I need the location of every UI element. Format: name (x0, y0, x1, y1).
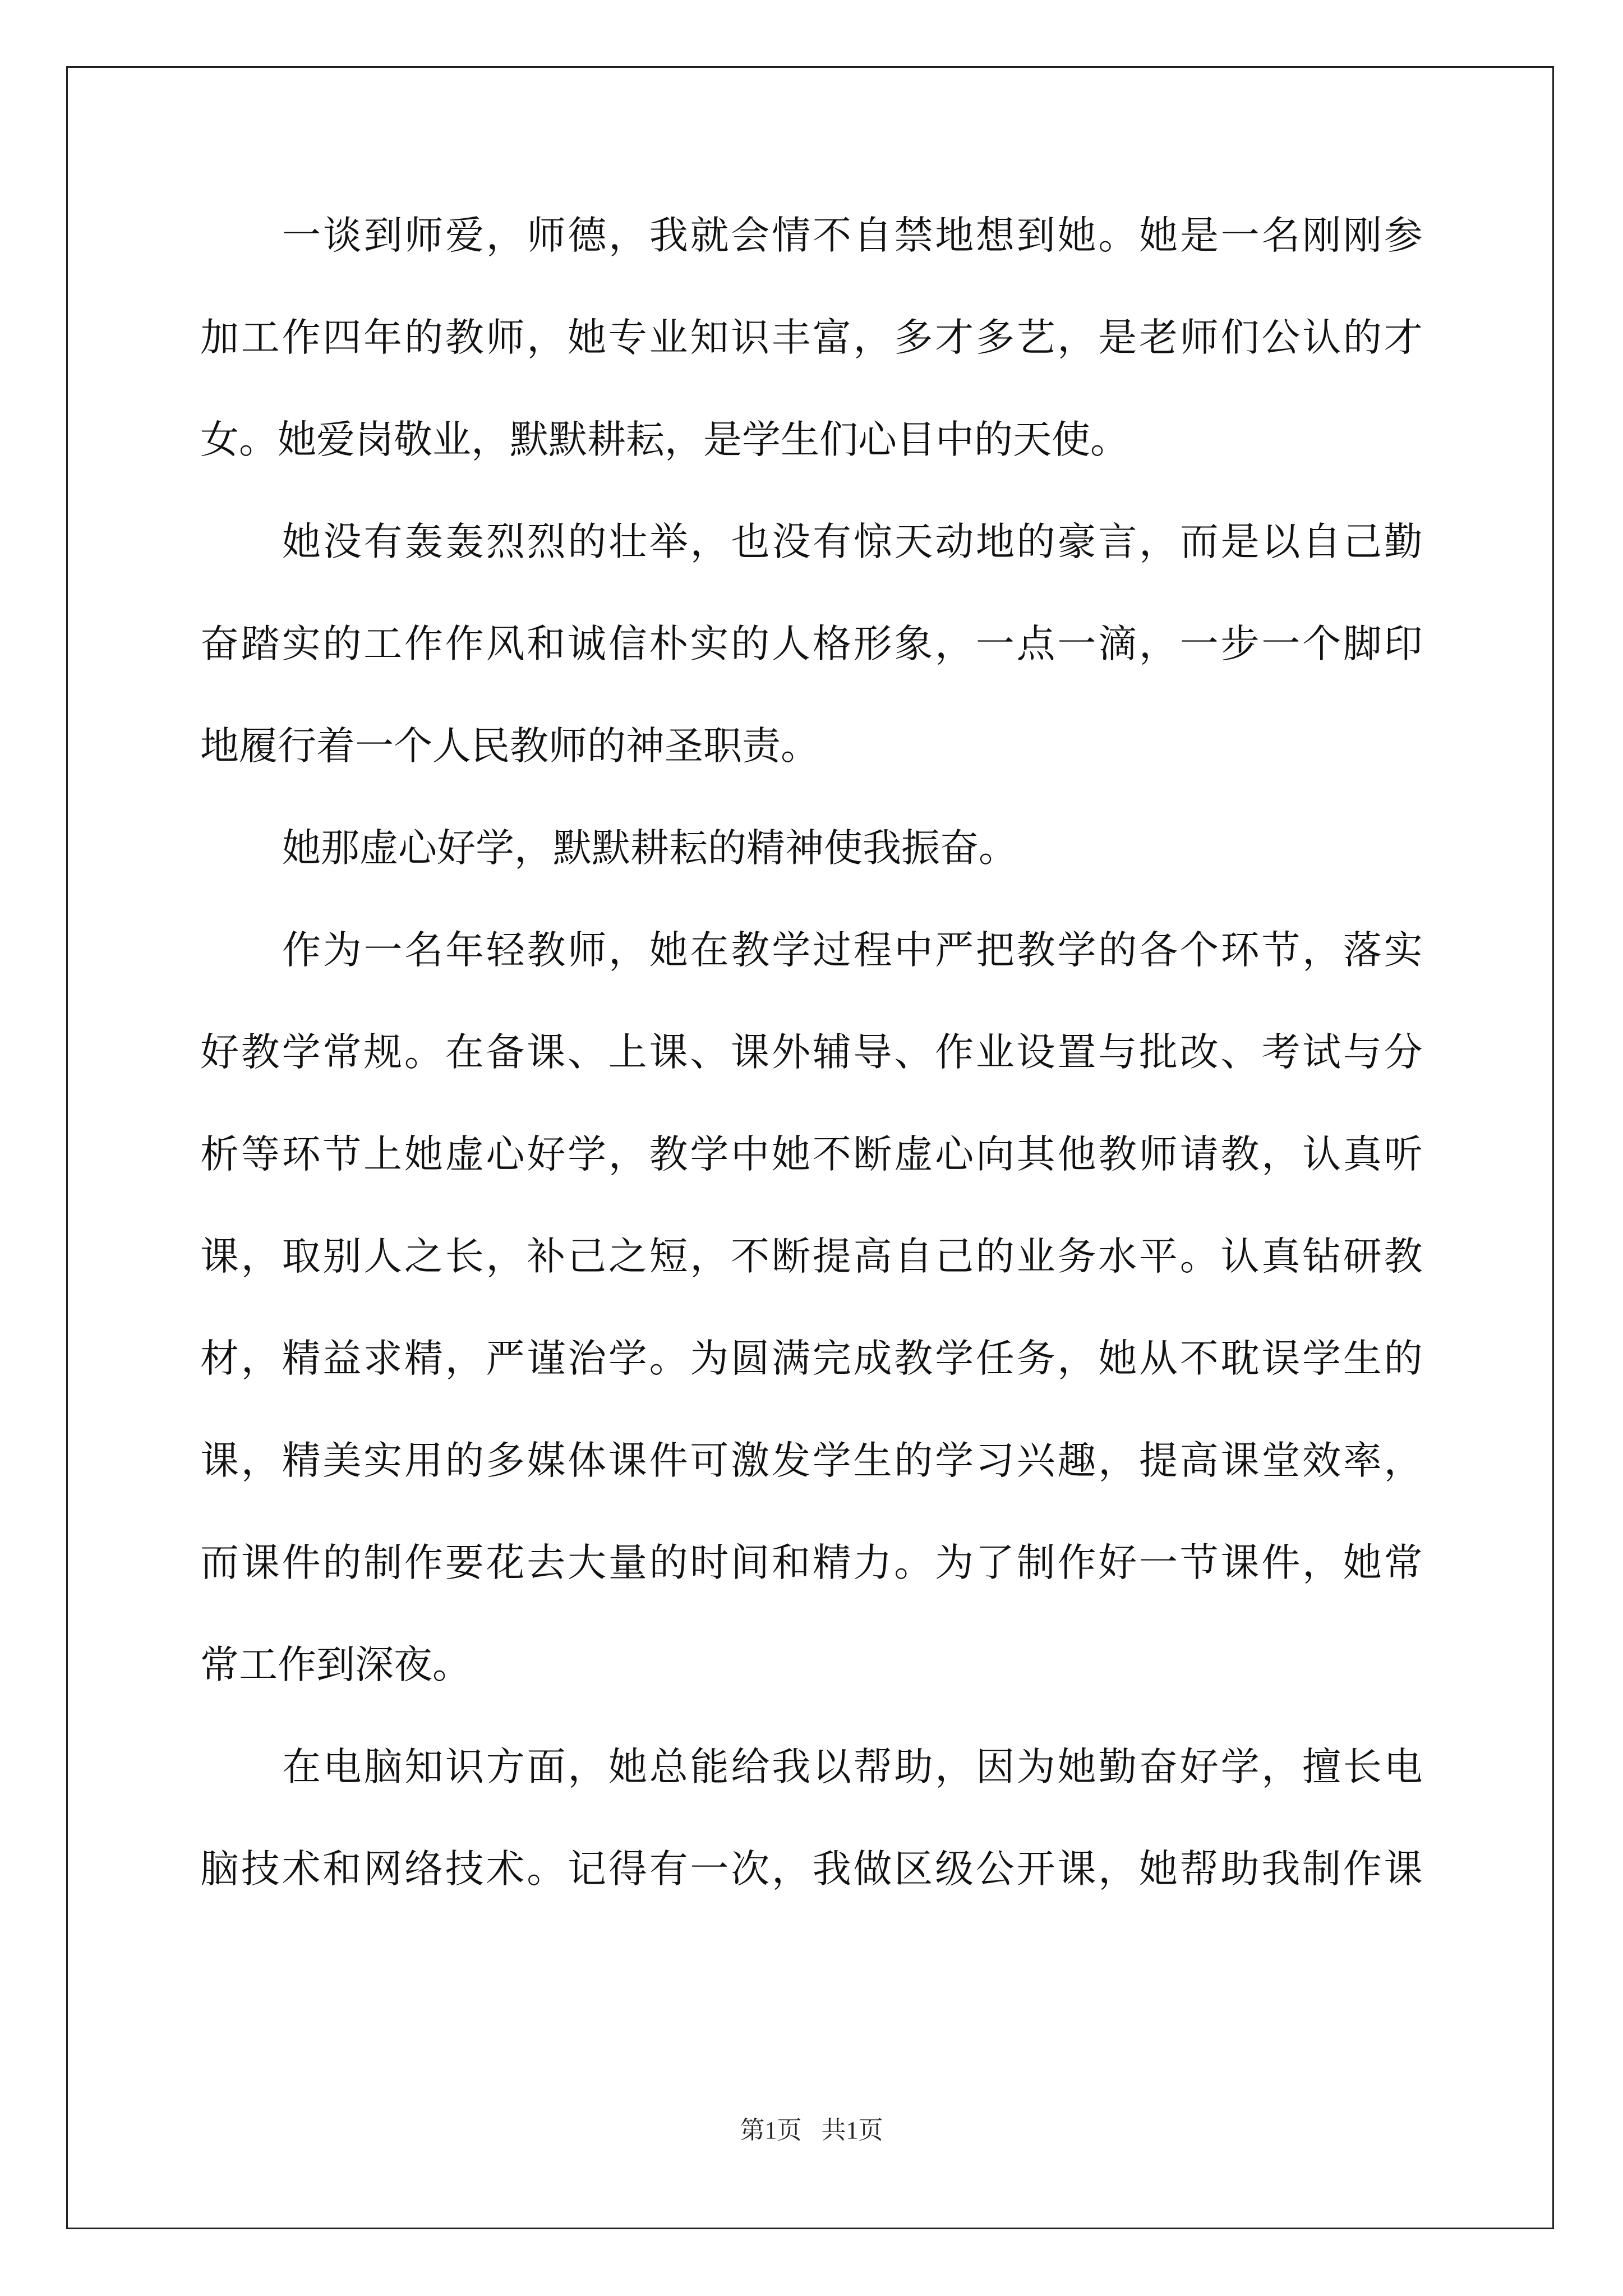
paragraph-5-line-1: 在 电 脑 知 识 方 面 ， 她 总 能 给 我 以 帮 助 ， 因 为 她 勤 奋 好 学 ， 擅 长 电 (282, 1745, 1423, 1789)
paragraph-5-line-2: 脑 技 术 和 网 络 技 术 。 记 得 有 一 次 ， 我 做 区 级 公 开 课 ， 她 帮 助 我 制 作 课 (200, 1847, 1423, 1892)
paragraph-4-line-5: 材 ， 精 益 求 精 ， 严 谨 治 学 。 为 圆 满 完 成 教 学 任 务 ， 她 从 不 耽 误 学 生 的 (200, 1336, 1423, 1381)
paragraph-4-line-8: 常工作到深夜。 (200, 1642, 471, 1687)
paragraph-3-line-1: 她那虚心好学，默默耕耘的精神使我振奋。 (282, 826, 1017, 871)
paragraph-4-line-4: 课 ， 取 别 人 之 长 ， 补 己 之 短 ， 不 断 提 高 自 己 的 业 务 水 平 。 认 真 钻 研 教 (200, 1234, 1423, 1279)
paragraph-4-line-1: 作 为 一 名 年 轻 教 师 ， 她 在 教 学 过 程 中 严 把 教 学 的 各 个 环 节 ， 落 实 (282, 928, 1423, 973)
page-number: 第1页 (740, 2116, 802, 2144)
paragraph-2-line-2: 奋 踏 实 的 工 作 作 风 和 诚 信 朴 实 的 人 格 形 象 ， 一 点 一 滴 ， 一 步 一 个 脚 印 (200, 622, 1423, 666)
paragraph-1-line-3: 女。她爱岗敬业，默默耕耘，是学生们心目中的天使。 (200, 417, 1129, 462)
paragraph-1-line-2: 加 工 作 四 年 的 教 师 ， 她 专 业 知 识 丰 富 ， 多 才 多 艺 ， 是 老 师 们 公 认 的 才 (200, 315, 1423, 360)
paragraph-4-line-3: 析 等 环 节 上 她 虚 心 好 学 ， 教 学 中 她 不 断 虚 心 向 其 他 教 师 请 教 ， 认 真 听 (200, 1132, 1423, 1177)
page-total: 共1页 (821, 2116, 883, 2144)
paragraph-4-line-7: 而 课 件 的 制 作 要 花 去 大 量 的 时 间 和 精 力 。 为 了 制 作 好 一 节 课 件 ， 她 常 (200, 1540, 1423, 1585)
paragraph-2-line-1: 她 没 有 轰 轰 烈 烈 的 壮 举 ， 也 没 有 惊 天 动 地 的 豪 言 ， 而 是 以 自 己 勤 (282, 519, 1423, 564)
page-footer (0, 2110, 1623, 2146)
paragraph-2-line-3: 地履行着一个人民教师的神圣职责。 (200, 724, 819, 769)
paragraph-4-line-2: 好 教 学 常 规 。 在 备 课 、 上 课 、 课 外 辅 导 、 作 业 设 置 与 批 改 、 考 试 与 分 (200, 1030, 1423, 1075)
paragraph-4-line-6: 课 ， 精 美 实 用 的 多 媒 体 课 件 可 激 发 学 生 的 学 习 兴 趣 ， 提 高 课 堂 效 率 ， (200, 1438, 1423, 1483)
document-body (200, 210, 1423, 1946)
paragraph-1-line-1: 一 谈 到 师 爱 ， 师 德 ， 我 就 会 情 不 自 禁 地 想 到 她 。 她 是 一 名 刚 刚 参 (282, 213, 1423, 258)
